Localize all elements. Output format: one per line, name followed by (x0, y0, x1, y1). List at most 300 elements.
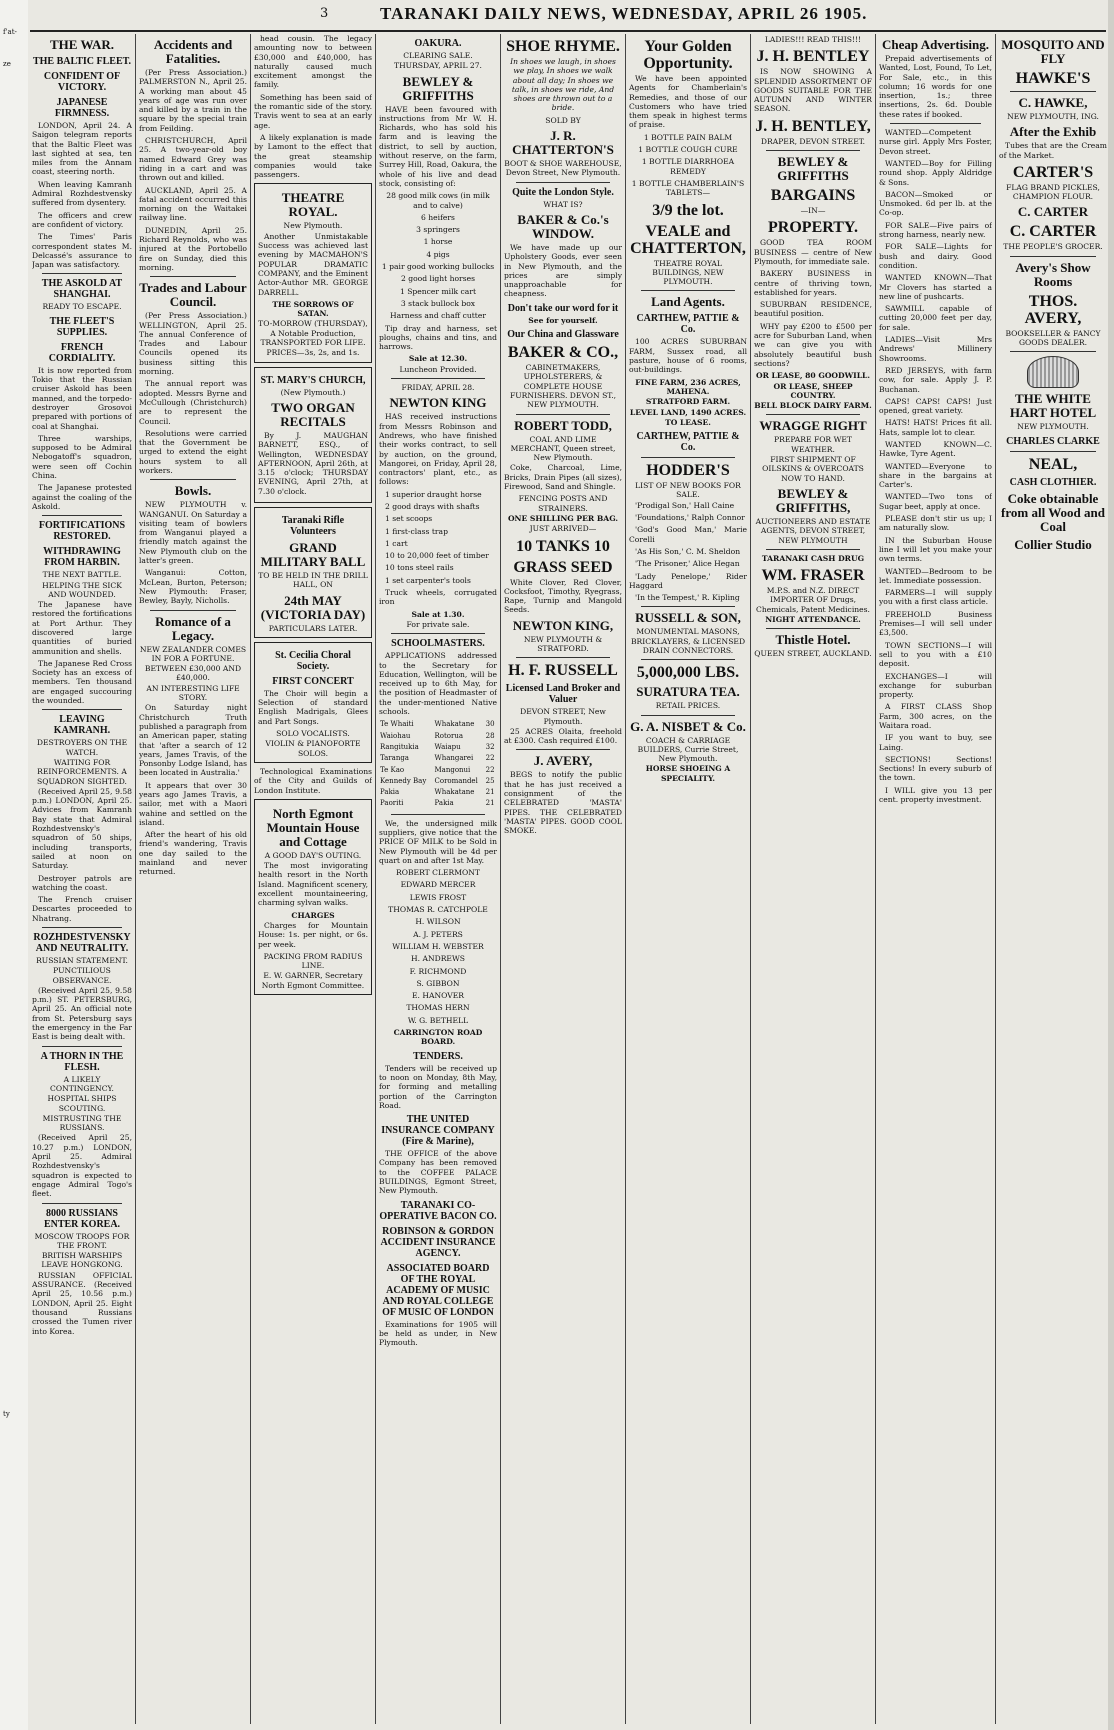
table-row (379, 753, 497, 764)
table-cell: 22 (485, 754, 495, 763)
article-paragraph: The Japanese have restored the fortifications at Port Arthur. They discovered large quantities of buried ammunition and shells. (32, 600, 132, 656)
divider (42, 1046, 122, 1047)
article-paragraph: The Times' Paris correspondent states M. Delcassé's assurance to Japan was satisfactory. (32, 232, 132, 270)
subheadline: MISTRUSTING THE RUSSIANS. (42, 1113, 122, 1133)
classified-ad: BACON—Smoked or Unsmoked. 6d per lb. at the Co-op. (879, 189, 992, 218)
subheadline: M.P.S. and N.Z. DIRECT IMPORTER OF Drugs, Chemicals, Patent Medicines. (756, 586, 870, 614)
subheadline: AUCTIONEERS AND ESTATE AGENTS, DEVON STREET, NEW PLYMOUTH (755, 516, 871, 545)
article-paragraph: Wanganui: Cotton, McLean, Burton, Peterson; New Plymouth: Fraser, Bewley, Bayly, Nicholls. (139, 568, 247, 606)
divider (516, 182, 610, 183)
divider (766, 414, 860, 415)
list-item: 10 to 20,000 feet of timber (385, 551, 489, 561)
subheadline: NEW PLYMOUTH, ING. (1007, 112, 1099, 121)
classified-ad: I WILL give you 13 per cent. property investment. (879, 785, 992, 805)
article-paragraph: The officers and crew are confident of victory. (32, 210, 132, 229)
headline: After the Exhib (1009, 124, 1097, 140)
price: 3/9 the lot. (652, 201, 724, 219)
divider (391, 633, 485, 634)
table-cell: Coromandel (434, 776, 478, 785)
subheadline: MONUMENTAL MASONS, BRICKLAYERS, & LICENSED DRAIN CONNECTORS. (630, 627, 746, 655)
subheadline: NIGHT ATTENDANCE. (765, 614, 861, 624)
ball-advert (254, 507, 372, 638)
headline: ROZHDESTVENSKY AND NEUTRALITY. (33, 932, 131, 954)
subheadline: PACKING FROM RADIUS LINE. (263, 951, 363, 971)
column-drapery (754, 34, 872, 1724)
divider (1010, 91, 1096, 92)
stock-list (379, 191, 497, 320)
list-item: 1 BOTTLE PAIN BALM (643, 132, 733, 142)
subheadline: NEW PLYMOUTH & STRATFORD. (523, 634, 603, 653)
advert-text: HAS received instructions from Messrs Robinson and Andrews, who have finished their works contract, to sell by auction, on the ground, Mangorei, on Friday, April 28, contractors' plant, etc., as follows: (379, 412, 497, 487)
article-paragraph: (Per Press Association.) WELLINGTON, April 25. The annual Conference of Trades and Labour Councils opened its business sitting this morning. (139, 311, 247, 377)
column-divider (250, 34, 251, 1724)
subheadline: WHAT IS? (543, 199, 583, 209)
subheadline: LEVEL LAND, 1490 ACRES. (629, 407, 747, 417)
subheadline: CHARGES (291, 910, 335, 920)
headline: A THORN IN THE FLESH. (40, 1050, 124, 1073)
subheadline: VIOLIN & PIANOFORTE SOLOS. (265, 739, 361, 758)
headline: Romance of a Legacy. (155, 613, 231, 643)
headline: THE BALTIC FLEET. (32, 56, 132, 67)
article-paragraph: A likely explanation is made by Lamont to the effect that the great steamship companies would take passengers. (254, 132, 372, 180)
advert-text: Charges for Mountain House: 1s. per night, or 6s. per week. (258, 920, 368, 949)
article-paragraph: DUNEDIN, April 25. Richard Reynolds, who was injured at the Portobello fire on Sunday, died this morning. (139, 225, 247, 272)
list-item: 'Prodigal Son,' Hall Caine (635, 500, 735, 510)
subheadline: CARRINGTON ROAD BOARD. (393, 1028, 483, 1047)
headline: 5,000,000 LBS. (636, 664, 740, 682)
headline: BAKER & Co.'s WINDOW. (517, 211, 609, 241)
classified-ad: FARMERS—I will supply you with a first class article. (879, 588, 992, 607)
article-paragraph: Technological Examinations of the City and Guilds of London Institute. (254, 766, 372, 795)
headline: GRASS SEED (513, 558, 613, 576)
divider (766, 628, 860, 629)
subheadline: WAITING FOR REINFORCEMENTS. A SQUADRON SIGHTED. (37, 757, 127, 786)
headline: J. H. BENTLEY (756, 48, 870, 66)
table-cell: Waiapu (434, 742, 461, 751)
advert-text: We, the undersigned milk suppliers, give notice that the PRICE OF MILK to be Sold in New Plymouth will be 4d per quart on and after 1st May. (379, 818, 497, 865)
subheadline: SOLO VOCALISTS. (276, 729, 350, 739)
subheadline: RETAIL PRICES. (655, 701, 721, 711)
headline: Licensed Land Broker and Valuer (505, 683, 621, 706)
divider (150, 610, 236, 611)
article-paragraph: NEW PLYMOUTH v. WANGANUI. On Saturday a visiting team of bowlers from Wanganui played a friendly match against the New Plymouth club on the latter's green. (139, 500, 247, 566)
divider (1010, 351, 1096, 352)
masthead-rule (30, 30, 1106, 32)
signatory-list (379, 868, 497, 1025)
crest-emblem (1027, 356, 1079, 388)
list-item: F. RICHMOND (409, 966, 467, 976)
list-item: 'God's Good Man,' Marie Corelli (629, 525, 747, 544)
subheadline: A GOOD DAY'S OUTING. (264, 850, 362, 860)
remedy-list (629, 133, 747, 198)
advert-text: White Clover, Red Clover, Cocksfoot, Timothy, Ryegrass, Rape, Turnip and Mangold Seeds. (504, 577, 622, 615)
subheadline: For private sale. (406, 619, 470, 629)
subheadline: New Plymouth. (283, 221, 343, 231)
headline: FIRST CONCERT (272, 675, 354, 687)
subheadline: CABINETMAKERS, UPHOLSTERERS, & COMPLETE HOUSE FURNISHERS. DEVON ST., NEW PLYMOUTH. (509, 363, 617, 410)
subheadline: TARANAKI CASH DRUG (761, 553, 865, 563)
table-cell: Whakatane (434, 788, 475, 797)
list-item: 1 cart (385, 538, 408, 548)
list-item: THOMAS HERN (406, 1003, 470, 1013)
subheadline: (New Plymouth.) (280, 387, 346, 397)
list-item: 1 set scoops (385, 514, 433, 524)
list-item: 4 pigs (426, 249, 450, 259)
subheadline: TO LEASE. (665, 417, 711, 427)
list-item: 10 tons steel rails (385, 563, 454, 573)
divider (766, 150, 860, 151)
advert-text: Tip dray and harness, set ploughs, chains and tins, and harrows. (379, 323, 497, 352)
divider (1010, 256, 1096, 257)
list-item: 1 set carpenter's tools (385, 575, 471, 585)
headline: JAPANESE FIRMNESS. (54, 97, 110, 119)
advert-text: Another Unmistakable Success was achieved last evening by MACMAHON'S POPULAR DRAMATIC COMPANY, and the Eminent Actor-Author MR. GEORGE DARRELL. (258, 231, 368, 297)
subheadline: FENCING POSTS AND STRAINERS. (518, 494, 608, 513)
list-item: 2 good drays with shafts (385, 501, 480, 511)
headline: J. AVERY, (533, 753, 593, 769)
divider (516, 749, 610, 750)
classified-ad: WANTED KNOWN—C. Hawke, Tyre Agent. (879, 439, 992, 459)
headline: 8000 RUSSIANS ENTER KOREA. (43, 1207, 121, 1230)
headline: THE FLEET'S SUPPLIES. (49, 315, 115, 338)
list-item: WILLIAM H. WEBSTER (392, 941, 484, 951)
classified-ad: SAWMILL capable of cutting 20,000 feet per day, for sale. (879, 304, 992, 332)
divider (641, 606, 735, 607)
column-notices (254, 34, 372, 1724)
headline: THE UNITED INSURANCE COMPANY (Fire & Marine), (381, 1114, 495, 1148)
margin-mark: ze (3, 60, 11, 68)
subheadline: QUEEN STREET, AUCKLAND. (754, 649, 872, 659)
divider (890, 123, 980, 124)
advert-text: SUBURBAN RESIDENCE, beautiful position. (754, 300, 872, 319)
table-cell: Mangonui (434, 765, 471, 774)
article-paragraph: Resolutions were carried that the Government be urged to extend the eight hours system to all workers. (139, 428, 247, 475)
subheadline: ONE SHILLING PER BAG. (507, 513, 619, 523)
advert-text: The most invigorating health resort in the North Island. Magnificent scenery, excellent mountaineering, charming sylvan walks. (258, 861, 368, 908)
table-cell: Whakatane (434, 720, 475, 729)
article-paragraph: CHRISTCHURCH, April 25. A two-year-old boy named Edward Grey was riding in a cart and was thrown out and killed. (139, 136, 247, 183)
article-paragraph: The French cruiser Descartes proceeded to Nhatrang. (32, 895, 132, 923)
subheadline: THEATRE ROYAL BUILDINGS, NEW PLYMOUTH. (652, 258, 724, 287)
headline: Quite the London Style. (512, 186, 614, 198)
headline: WM. FRASER (761, 567, 865, 585)
classified-ad: CAPS! CAPS! CAPS! Just opened, great variety. (879, 396, 992, 416)
advert-text: BAKERY BUSINESS in centre of thriving town, established for years. (754, 269, 872, 297)
table-cell: Taranga (380, 754, 409, 763)
headline: CASH CLOTHIER. (1009, 476, 1097, 488)
mountain-house-advert (254, 799, 372, 995)
article-paragraph: The Japanese Red Cross Society has an excess of members. Ten thousand are engaged succouring the wounded. (32, 658, 132, 706)
binding-margin (0, 0, 28, 1730)
headline: C. CARTER (1009, 223, 1097, 241)
advert-text: APPLICATIONS addressed to the Secretary for Education, Wellington, will be received up to 6th May, for the position of Headmaster of the under-mentioned Native schools. (379, 651, 497, 717)
article-paragraph: When leaving Kamranh Admiral Rozhdestvensky suffered from dysentery. (32, 179, 132, 208)
headline: CHARLES CLARKE (1006, 435, 1100, 447)
classified-ad: EXCHANGES—I will exchange for suburban property. (879, 671, 992, 700)
subheadline: FRIDAY, APRIL 28. (401, 383, 475, 393)
list-item: ROBERT CLERMONT (396, 868, 480, 878)
advert-text: 25 ACRES Olaita, freehold at £300. Cash required £100. (504, 726, 622, 746)
list-item: LEWIS FROST (409, 892, 467, 902)
list-item: 2 good light horses (401, 274, 475, 284)
divider (150, 479, 236, 480)
classified-ad: WANTED—Everyone to share in the bargains at Carter's. (879, 461, 992, 490)
headline: THE ASKOLD AT SHANGHAI. (41, 278, 123, 301)
article-paragraph: RUSSIAN OFFICIAL ASSURANCE. (Received April 25, 10.56 p.m.) LONDON, April 25. Eight thousand Russians crossed the Tumen river into Korea. (32, 1270, 132, 1336)
classified-ad: SECTIONS! Sections! Sections! In every suburb of the town. (879, 754, 992, 783)
column-shop-adverts (504, 34, 622, 1724)
table-cell: Te Whaiti (380, 720, 414, 729)
headline: FRENCH CORDIALITY. (48, 341, 116, 364)
headline: WITHDRAWING FROM HARBIN. (43, 546, 121, 569)
classified-ad: TOWN SECTIONS—I will sell to you with a £10 deposit. (879, 640, 992, 669)
article-paragraph: Destroyer patrols are watching the coast. (32, 873, 132, 892)
article-paragraph: LONDON, April 24. A Saigon telegram reports that the Baltic Fleet was last sighted at sea, ten miles from the Annam coast, steering north. (32, 121, 132, 177)
classified-ad: A FIRST CLASS Shop Farm, 300 acres, on the Waitara road. (879, 702, 992, 730)
advert-text: IS NOW SHOWING A SPLENDID ASSORTMENT OF GOODS SUITABLE FOR THE AUTUMN AND WINTER SEASON. (754, 67, 872, 114)
advert-text: Tubes that are the Cream of the Market. (999, 141, 1107, 160)
column-display-adverts (999, 34, 1107, 1724)
subheadline: A LIKELY CONTINGENCY. (50, 1074, 114, 1093)
article-paragraph: AUCKLAND, April 25. A fatal accident occurred this morning on the Waitakei railway line. (139, 185, 247, 223)
divider (42, 273, 122, 274)
list-item: Harness and chaff cutter (390, 311, 486, 321)
article-paragraph: (Per Press Association.) PALMERSTON N., April 25. A working man about 45 years of age was run over and killed by a train in the square by the special train from Feilding. (139, 68, 247, 133)
table-cell: Paoriti (380, 799, 404, 808)
table-cell: 21 (485, 788, 495, 797)
advert-text: Tenders will be received up to noon on Monday, 8th May, for forming and metalling portion of the Carrington Road. (379, 1063, 497, 1110)
headline: CARTHEW, PATTIE & Co. (636, 431, 740, 454)
church-advert (254, 367, 372, 503)
classified-ad: FREEHOLD Business Premises—I will sell under £3,500. (879, 609, 992, 638)
list-item: E. HANOVER (412, 991, 464, 1001)
column-local-news (139, 34, 247, 1724)
subheadline: READY TO ESCAPE. (42, 302, 122, 312)
table-row (379, 742, 497, 753)
headline: THE WHITE HART HOTEL (1009, 391, 1097, 421)
list-item: 1 first-class trap (385, 526, 448, 536)
article-paragraph: (Received April 25, 9.58 p.m.) LONDON, April 25. Advices from Kamranh Bay state that Admiral Rozhdestvensky's squadron of 50 ships, including transports, sailed at noon on Saturday. (32, 786, 132, 871)
headline: Trades and Labour Council. (139, 280, 247, 310)
headline: CONFIDENT OF VICTORY. (43, 71, 121, 93)
list-item: H. WILSON (415, 917, 461, 927)
headline: SURATURA TEA. (636, 684, 740, 700)
headline: FORTIFICATIONS RESTORED. (38, 520, 126, 543)
headline: Bowls. (174, 483, 212, 499)
headline: Avery's Show Rooms (1015, 259, 1091, 289)
divider (42, 515, 122, 516)
headline: H. F. RUSSELL (508, 662, 618, 680)
advert-text: 100 ACRES SUBURBAN FARM, Sussex road, all pasture, house of 6 rooms, out-buildings. (629, 337, 747, 375)
subheadline: AN INTERESTING LIFE STORY. (146, 683, 240, 703)
headline: Thistle Hotel. (775, 632, 851, 648)
column-auctions (379, 34, 497, 1724)
divider (150, 276, 236, 277)
article-paragraph: On Saturday night Christchurch Truth published a paragraph from an American paper, stating that 'after a search of 12 years, James Travis, of the Ponsonby Lodge Island, has been located in Australia.' (139, 703, 247, 778)
headline: St. Cecilia Choral Society. (275, 649, 351, 672)
list-item: W. G. BETHELL (407, 1015, 469, 1025)
advert-text: Examinations for 1905 will be held as under, in New Plymouth. (379, 1319, 497, 1348)
headline: ROBERT TODD, (514, 417, 612, 433)
subheadline: BELL BLOCK DAIRY FARM. (754, 401, 872, 411)
divider (641, 457, 735, 458)
headline: BAKER & CO., (507, 344, 619, 362)
table-row (379, 731, 497, 742)
column-divider (500, 34, 501, 1724)
list-item: 'Lady Penelope,' Rider Haggard (629, 571, 747, 590)
headline: HODDER'S (646, 462, 730, 480)
margin-mark: ty (3, 1410, 10, 1418)
headline: Your Golden Opportunity. (643, 38, 733, 72)
advert-text: BEGS to notify the public that he has just received a consignment of the CELEBRATED 'MASTA' PIPES. THE CELEBRATED 'MASTA' PIPES. GOOD COOL SMOKE. (504, 770, 622, 836)
subheadline: Sale at 1.30. (411, 609, 465, 619)
subheadline: COACH & CARRIAGE BUILDERS, Currie Street, New Plymouth. (637, 735, 739, 764)
article-paragraph: It is now reported from Tokio that the Russian cruiser Askold has been manned, and the torpedo-destroyer Grosovoi prepared with portions of coal at Shanghai. (32, 365, 132, 431)
article-paragraph: head cousin. The legacy amounting now to between £30,000 and £40,000, has naturally caused much excitement amongst the family. (254, 34, 372, 90)
list-item: H. ANDREWS (411, 954, 465, 964)
list-item: 1 BOTTLE DIARRHOEA REMEDY (641, 157, 735, 176)
table-cell: Rangitukia (380, 742, 419, 751)
table-row (379, 765, 497, 776)
table-cell: 25 (485, 776, 495, 785)
subheadline: DEVON STREET, New Plymouth. (520, 707, 606, 726)
subheadline: FINE FARM, 236 ACRES, MAHENA. (635, 377, 741, 396)
table-row (379, 798, 497, 809)
classified-ad: WANTED—Two tons of Sugar beet, apply at once. (879, 492, 992, 511)
list-item: 1 pair good working bullocks (381, 262, 495, 272)
headline: THEATRE ROYAL. (281, 190, 345, 220)
headline: OAKURA. (414, 38, 462, 49)
subheadline: PARTICULARS LATER. (268, 623, 358, 633)
article-paragraph: (Received April 25, 10.27 p.m.) LONDON, April 25. Admiral Rozhdestvensky's squadron is expected to engage Admiral Togo's fleet. (32, 1133, 132, 1199)
table-cell: Rotorua (434, 731, 464, 740)
table-cell: Waiohau (380, 731, 411, 740)
article-paragraph: (Received April 25, 9.58 p.m.) ST. PETERSBURG, April 25. An official note from St. Petersburg says the emergency in the Far East is being dealt with. (32, 985, 132, 1042)
headline: Our China and Glassware (507, 329, 619, 341)
headline: Land Agents. (651, 294, 725, 310)
subheadline: HELPING THE SICK AND WOUNDED. (42, 580, 122, 599)
headline: C. HAWKE, (1018, 95, 1088, 110)
subheadline: OR LEASE, SHEEP COUNTRY. (773, 381, 853, 400)
column-classifieds (879, 34, 992, 1724)
divider (516, 657, 610, 658)
advert-text: By J. MAUGHAN BARNETT, ESQ., of Wellington, WEDNESDAY AFTERNOON, April 26th, at 3.15 o'clock; THURSDAY EVENING, April 27th, at 7.30 o'clock. (258, 430, 368, 496)
headline: NEAL, (1028, 455, 1078, 473)
plant-list (379, 490, 497, 607)
headline: NEWTON KING (389, 395, 487, 411)
headline: CARTER'S (1012, 163, 1094, 181)
subheadline: LADIES!!! READ THIS!!! (764, 35, 862, 44)
headline: TWO ORGAN RECITALS (271, 399, 355, 429)
advert-text: Coke, Charcoal, Lime, Bricks, Drain Pipes (all sizes), Firewood, Sand and Shingle. (504, 463, 622, 492)
headline: SHOE RHYME. (506, 38, 620, 55)
headline: Don't take our word for it (507, 302, 619, 314)
article-paragraph: The annual report was adopted. Messrs Byrne and McCullough (Christchurch) are to represent the Council. (139, 379, 247, 426)
table-row (379, 719, 497, 730)
subheadline: BOOT & SHOE WAREHOUSE, Devon Street, New Plymouth. (504, 159, 622, 178)
list-item: Truck wheels, corrugated iron (379, 588, 497, 607)
schools-table (379, 719, 497, 809)
headline: THE WAR. (49, 37, 115, 52)
column-divider (875, 34, 876, 1724)
headline: BARGAINS (770, 187, 856, 205)
subheadline: CLEARING SALE. (403, 51, 473, 60)
list-item: 1 BOTTLE COUGH CURE (638, 145, 738, 155)
advert-text: We have made up our Upholstery Goods, ever seen in New Plymouth, and the prices are simply unapproachable for cheapness. (504, 242, 622, 299)
headline: MOSQUITO AND FLY (1001, 37, 1105, 66)
divider (516, 414, 610, 415)
table-cell: Pakia (380, 788, 400, 797)
advert-text: The Choir will begin a Selection of standard English Madrigals, Glees and Part Songs. (258, 688, 368, 726)
subheadline: BOOKSELLER & FANCY GOODS DEALER. (1005, 328, 1101, 348)
article-paragraph: Three warships, supposed to be Admiral Nebogatoff's squadron, were seen off Cochin China. (32, 433, 132, 481)
article-paragraph: It appears that over 30 years ago James Travis, a sailor, met with a Maori wahine and settled on the island. (139, 780, 247, 827)
poem: In shoes we laugh, in shoes we play, In shoes we walk about all day; In shoes we talk, in shoes we ride, And shoes are thrown out to a bride. (510, 57, 616, 113)
advert-text: We have been appointed Agents for Chamberlain's Remedies, and those of our Customers who have tried them speak in highest terms of praise. (629, 74, 747, 130)
list-item: 28 good milk cows (in milk and to calve) (386, 191, 490, 210)
headline: HAWKE'S (1015, 70, 1091, 87)
subheadline: JUST ARRIVED— (529, 524, 597, 534)
subheadline: HORSE SHOEING A SPECIALITY. (645, 764, 731, 783)
classified-ad: RED JERSEYS, with farm cow, for sale. Apply J. P. Buchanan. (879, 365, 992, 394)
subheadline: THE SORROWS OF SATAN. (272, 299, 354, 319)
headline: THOS. AVERY, (1024, 292, 1082, 327)
article-paragraph: Something has been said of the romantic side of the story. Travis went to sea at an early age. (254, 92, 372, 130)
headline: ASSOCIATED BOARD OF THE ROYAL ACADEMY OF MUSIC AND ROYAL COLLEGE OF MUSIC OF LONDON (382, 1262, 494, 1318)
table-cell: 30 (485, 720, 495, 729)
headline: J. H. BENTLEY, (755, 117, 871, 135)
list-item: 1 Spencer milk cart (399, 286, 477, 296)
column-divider (750, 34, 751, 1724)
subheadline: THURSDAY, APRIL 27. (394, 61, 482, 71)
subheadline: Sale at 12.30. (408, 354, 468, 364)
classified-ad: WANTED KNOWN—That Mr Clovers has started a new line of pushcarts. (879, 273, 992, 301)
advert-text: WHY pay £200 to £500 per acre for Suburban Land, when we can give you with absolutely beautiful bush sections? (754, 321, 872, 368)
headline: Accidents and Fatalities. (153, 37, 233, 66)
column-divider (995, 34, 996, 1724)
subheadline: TO BE HELD IN THE DRILL HALL, ON (258, 570, 368, 590)
table-cell: 22 (485, 765, 495, 774)
subheadline: STRATFORD FARM. (645, 397, 731, 407)
subheadline: DRAPER, DEVON STREET. (760, 136, 866, 146)
headline: WRAGGE RIGHT (759, 418, 867, 434)
margin-mark: f'at- (3, 28, 17, 36)
classified-ad: IF you want to buy, see Laing. (879, 733, 992, 752)
classified-ad: HATS! HATS! Prices fit all. Hats, sample lot to clear. (879, 418, 992, 437)
subheadline: TO-MORROW (THURSDAY), A Notable Production, TRANSPORTED FOR LIFE. (258, 319, 368, 348)
subheadline: NEW PLYMOUTH. (1017, 422, 1089, 432)
headline: Collier Studio (1014, 536, 1092, 552)
list-item: 3 stack bullock box (400, 298, 476, 308)
list-item: S. GIBBON (416, 978, 460, 988)
headline: CARTHEW, PATTIE & Co. (636, 313, 740, 336)
subheadline: HOSPITAL SHIPS SCOUTING. (47, 1094, 117, 1113)
list-item: THOMAS R. CATCHPOLE (388, 905, 488, 915)
list-item: 'In the Tempest,' R. Kipling (635, 593, 740, 603)
headline: Taranaki Rifle Volunteers (281, 514, 345, 537)
headline: North Egmont Mountain House and Cottage (266, 805, 360, 849)
subheadline: RUSSIAN STATEMENT. (36, 956, 128, 965)
headline: LEAVING KAMRANH. (53, 714, 111, 737)
subheadline: —IN— (800, 206, 826, 216)
classified-ad: PLEASE don't stir us up; I am naturally slow. (879, 514, 992, 533)
advert-text: THE OFFICE of the above Company has been removed to the COFFEE PALACE BUILDINGS, Egmont Street, New Plymouth. (379, 1149, 497, 1196)
table-cell: Pakia (434, 799, 454, 808)
classified-ad: LADIES—Visit Mrs Andrews' Millinery Showrooms. (879, 335, 992, 363)
masthead (320, 4, 1080, 28)
advert-text: HAVE been favoured with instructions from Mr W. H. Richards, who has sold his farm and is leaving the district, to sell by auction, without reserve, on the farm, Surrey Hill, Road, Oakura, the whole of his live and dead stock, consisting of: (379, 104, 497, 188)
divider (42, 927, 122, 928)
